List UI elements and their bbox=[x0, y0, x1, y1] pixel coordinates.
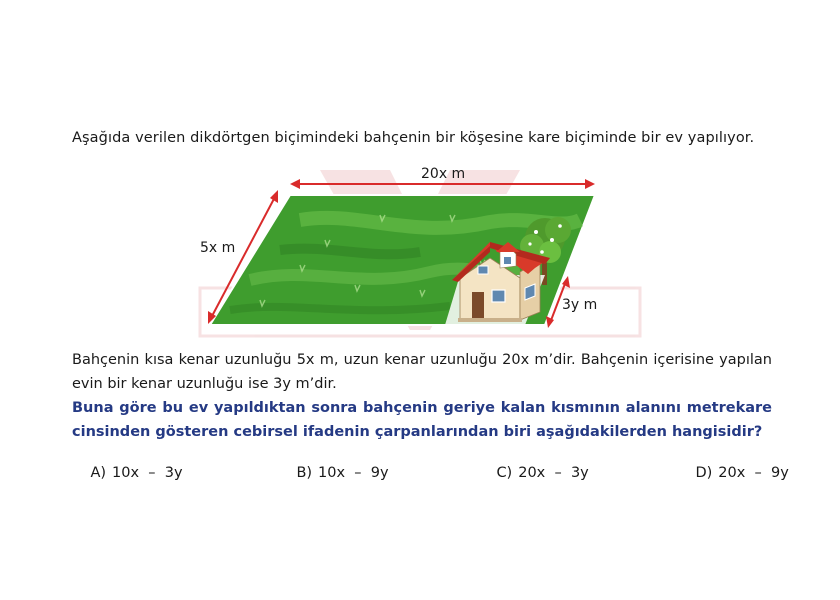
right-side-label: 3y m bbox=[562, 297, 598, 313]
choice-b[interactable] bbox=[278, 449, 389, 497]
left-side-label: 5x m bbox=[200, 240, 236, 256]
choice-a-text: 10x – 3y bbox=[112, 465, 183, 481]
question-text: Buna göre bu ev yapıldıktan sonra bahçenin geriye kalan kısmının alanını metrekare cinsinden gösteren cebirsel ifadenin çarpanlarından biri aşağıdakilerden hangisidir? bbox=[72, 400, 772, 440]
choice-c-text: 20x – 3y bbox=[518, 465, 589, 481]
choice-a[interactable] bbox=[72, 449, 183, 497]
garden-illustration bbox=[190, 160, 650, 340]
choice-c[interactable] bbox=[478, 449, 589, 497]
choice-b-text: 10x – 9y bbox=[318, 465, 389, 481]
choice-a-key: A) bbox=[90, 465, 107, 481]
choice-d-key: D) bbox=[695, 465, 713, 481]
choice-d[interactable] bbox=[677, 449, 789, 497]
intro-text: Aşağıda verilen dikdörtgen biçimindeki bahçenin bir köşesine kare biçiminde bir ev yapılıyor. bbox=[72, 130, 755, 146]
problem-statement: Bahçenin kısa kenar uzunluğu 5x m, uzun kenar uzunluğu 20x m’dir. Bahçenin içerisine yapılan evin bir kenar uzunluğu ise 3y m’dir. bbox=[72, 352, 772, 392]
choice-b-key: B) bbox=[296, 465, 313, 481]
choice-d-text: 20x – 9y bbox=[718, 465, 789, 481]
top-side-label: 20x m bbox=[421, 166, 466, 182]
garden-figure bbox=[190, 160, 650, 340]
answer-choices bbox=[72, 449, 789, 481]
choice-c-key: C) bbox=[496, 465, 513, 481]
